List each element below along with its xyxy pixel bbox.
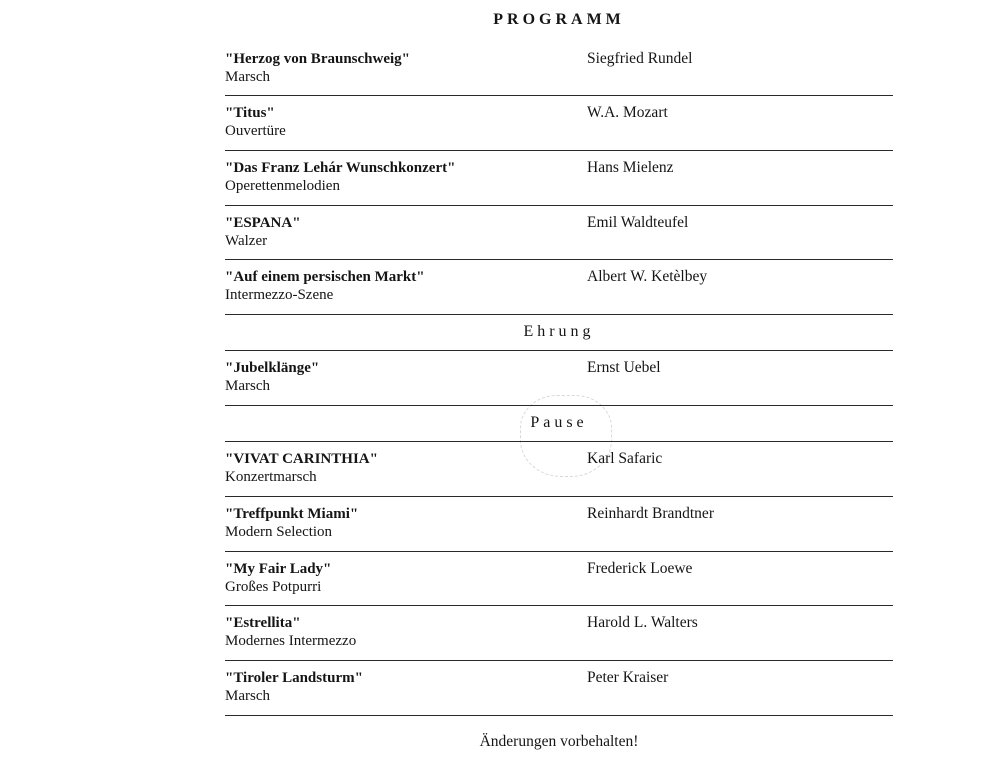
- work-genre: Operettenmelodien: [225, 178, 340, 194]
- divider: [225, 259, 893, 260]
- work-title: "Das Franz Lehár Wunschkonzert": [225, 160, 456, 176]
- work-genre: Marsch: [225, 688, 270, 704]
- work-genre: Marsch: [225, 69, 270, 85]
- divider: [225, 205, 893, 206]
- work-genre: Modernes Intermezzo: [225, 633, 357, 649]
- work-title: "Treffpunkt Miami": [225, 506, 359, 522]
- program-item: [225, 614, 893, 654]
- divider: [225, 350, 893, 351]
- interlude-break: Pause: [530, 414, 588, 431]
- footer-note: Änderungen vorbehalten!: [479, 733, 639, 750]
- program-item: [225, 104, 893, 144]
- composer-name: W.A. Mozart: [587, 104, 668, 121]
- work-title: "My Fair Lady": [225, 561, 332, 577]
- page-title: PROGRAMM: [493, 11, 625, 28]
- composer-name: Emil Waldteufel: [587, 214, 689, 231]
- work-title: "ESPANA": [225, 215, 301, 231]
- divider: [225, 405, 893, 406]
- divider: [225, 605, 893, 606]
- work-title: "Auf einem persischen Markt": [225, 269, 425, 285]
- program-item: [225, 505, 893, 545]
- work-genre: Intermezzo-Szene: [225, 287, 334, 303]
- work-genre: Walzer: [225, 233, 268, 249]
- divider: [225, 660, 893, 661]
- program-item: [225, 159, 893, 199]
- composer-name: Frederick Loewe: [587, 560, 693, 577]
- divider: [225, 441, 893, 442]
- composer-name: Peter Kraiser: [587, 669, 669, 686]
- composer-name: Albert W. Ketèlbey: [587, 268, 708, 285]
- work-title: "Tiroler Landsturm": [225, 670, 363, 686]
- work-genre: Ouvertüre: [225, 123, 286, 139]
- work-genre: Modern Selection: [225, 524, 333, 540]
- program-item: [225, 450, 893, 490]
- composer-name: Siegfried Rundel: [587, 50, 693, 67]
- composer-name: Harold L. Walters: [587, 614, 698, 631]
- program-item: [225, 214, 893, 254]
- divider: [225, 715, 893, 716]
- program-item: [225, 359, 893, 399]
- composer-name: Karl Safaric: [587, 450, 663, 467]
- work-genre: Marsch: [225, 378, 270, 394]
- composer-name: Reinhardt Brandtner: [587, 505, 714, 522]
- work-title: "Estrellita": [225, 615, 301, 631]
- work-title: "Herzog von Braunschweig": [225, 51, 410, 67]
- divider: [225, 551, 893, 552]
- divider: [225, 314, 893, 315]
- work-genre: Konzertmarsch: [225, 469, 317, 485]
- work-genre: Großes Potpurri: [225, 579, 322, 595]
- work-title: "VIVAT CARINTHIA": [225, 451, 378, 467]
- program-item: [225, 669, 893, 709]
- interlude-honor: Ehrung: [523, 323, 595, 340]
- program-item: [225, 268, 893, 308]
- work-title: "Jubelklänge": [225, 360, 320, 376]
- program-item: [225, 50, 893, 90]
- composer-name: Hans Mielenz: [587, 159, 674, 176]
- composer-name: Ernst Uebel: [587, 359, 661, 376]
- work-title: "Titus": [225, 105, 275, 121]
- divider: [225, 95, 893, 96]
- divider: [225, 150, 893, 151]
- program-item: [225, 560, 893, 600]
- divider: [225, 496, 893, 497]
